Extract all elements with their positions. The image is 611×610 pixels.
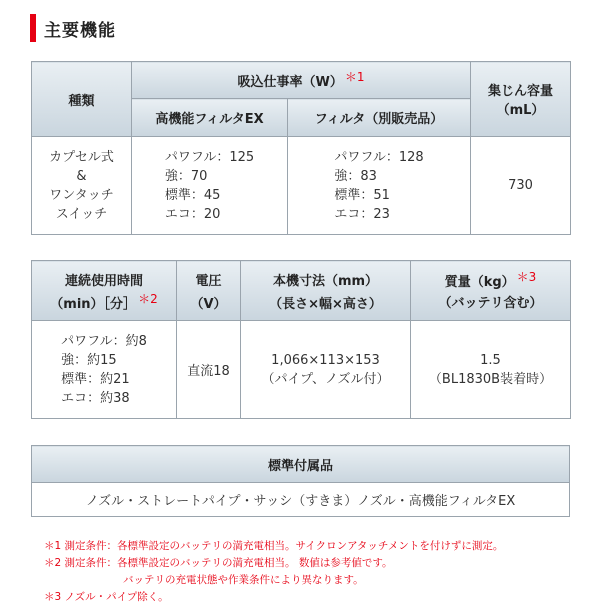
- section-heading: [30, 14, 116, 42]
- voltage-header-unit: （V）: [190, 296, 227, 312]
- type-line: &: [76, 168, 87, 184]
- filter-value: 標準：51: [334, 187, 390, 203]
- suction-power-label: 吸込仕事率（W）: [237, 74, 343, 90]
- heading-accent-bar: [30, 14, 36, 42]
- accessories-header: 標準付属品: [32, 446, 570, 483]
- filter-value: 強：83: [334, 168, 377, 184]
- capacity-header-label: 集じん容量: [488, 84, 554, 99]
- filter-value: パワフル：128: [334, 149, 424, 165]
- footnote-1: ＊1 測定条件：各標準設定のバッテリの満充電相当。サイクロンアタッチメントを付けずに測定。: [44, 540, 504, 552]
- size-header-detail: （長さ×幅×高さ）: [269, 296, 382, 312]
- mass-header-detail: （バッテリ含む）: [438, 295, 543, 311]
- type-line: ワンタッチ: [49, 187, 114, 203]
- footnote-2: ＊2 測定条件：各標準設定のバッテリの満充電相当。 数値は参考値です。: [44, 557, 393, 569]
- size-value: [241, 321, 411, 419]
- runtime-value: 強：約15: [61, 352, 117, 368]
- size-note: （パイプ、ノズル付）: [261, 371, 390, 387]
- page-title: 主要機能: [44, 20, 116, 41]
- filter-ex-header: 高機能フィルタEX: [132, 99, 288, 137]
- note-mark-3: ＊3: [516, 269, 537, 284]
- runtime-header-label: 連続使用時間: [64, 273, 143, 289]
- size-header: [241, 261, 411, 321]
- runtime-values: [32, 321, 177, 419]
- filter-ex-values: [132, 137, 288, 235]
- filter-ex-value: 強：70: [164, 168, 208, 184]
- filter-ex-value: パワフル：125: [164, 149, 255, 165]
- size-header-label: 本機寸法（mm）: [272, 273, 379, 289]
- type-line: スイッチ: [55, 206, 108, 222]
- footnotes: [44, 538, 503, 606]
- note-mark-2: ＊2: [138, 291, 158, 306]
- filter-ex-value: エコ：20: [164, 206, 221, 222]
- accessories-value: ノズル・ストレートパイプ・サッシ（すきま）ノズル・高機能フィルタEX: [32, 483, 570, 517]
- mass-number: 1.5: [480, 352, 501, 368]
- filter-values: [288, 137, 471, 235]
- type-header: 種類: [32, 62, 132, 137]
- voltage-value: 直流18: [177, 321, 241, 419]
- mass-header-label: 質量（kg）: [444, 274, 515, 290]
- runtime-header-unit: （min）［分］: [50, 296, 137, 312]
- voltage-header-label: 電圧: [195, 273, 222, 289]
- runtime-value: エコ：約38: [61, 390, 130, 406]
- filter-value: エコ：23: [334, 206, 390, 222]
- type-cell: [32, 137, 132, 235]
- note-mark-1: ＊1: [344, 69, 365, 84]
- mass-note: （BL1830B装着時）: [428, 371, 553, 387]
- capacity-value: 730: [471, 137, 571, 235]
- capacity-header: [471, 62, 571, 137]
- runtime-header: [32, 261, 177, 321]
- runtime-value: 標準：約21: [61, 371, 130, 387]
- suction-power-header: [132, 62, 471, 99]
- voltage-header: [177, 261, 241, 321]
- runtime-value: パワフル：約8: [61, 333, 147, 349]
- type-line: カプセル式: [49, 149, 114, 165]
- suction-spec-table: [31, 61, 571, 235]
- filter-ex-value: 標準：45: [164, 187, 221, 203]
- capacity-header-unit: （mL）: [496, 103, 545, 118]
- size-dimensions: 1,066×113×153: [271, 352, 380, 368]
- accessories-table: [31, 445, 570, 517]
- filter-header: フィルタ（別販売品）: [288, 99, 471, 137]
- mass-value: [411, 321, 571, 419]
- footnote-2-continued: バッテリの充電状態や作業条件により異なります。: [123, 574, 364, 586]
- runtime-spec-table: [31, 260, 571, 419]
- footnote-3: ＊3 ノズル・パイプ除く。: [44, 591, 169, 603]
- mass-header: [411, 261, 571, 321]
